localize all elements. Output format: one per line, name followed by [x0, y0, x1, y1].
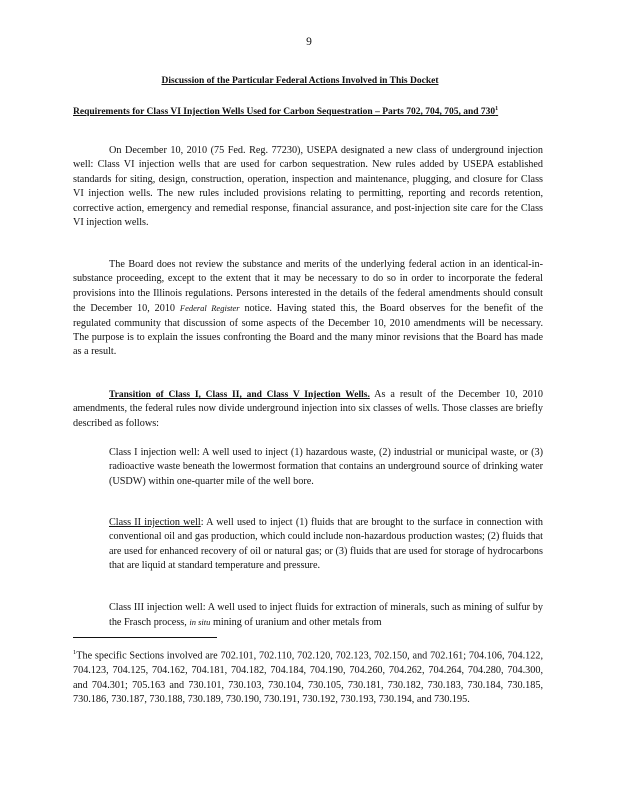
- footnote-separator: [73, 637, 217, 638]
- definition-body-class-iii-part-1: : A well used to inject fluids for extraction of minerals, such as mining of sulfur by the Frasch process,: [109, 602, 543, 629]
- footnote-mark: 1: [73, 649, 77, 656]
- definition-body-class-ii: : A well used to inject (1) fluids that are brought to the surface in connection with conventional oil and gas production, which could include non-hazardous production wastes; (2) fluids that are used for enhanced recovery of oil or natural gas; or (3) fluids that are used for storage of hydrocarbons that are liquid at standard temperature and pressure.: [109, 517, 543, 572]
- definition-class-iii: [109, 601, 543, 631]
- requirements-heading-text: Requirements for Class VI Injection Wells Used for Carbon Sequestration – Parts 702, 704, 705, and 730: [73, 107, 496, 118]
- paragraph-board-review: [73, 258, 543, 360]
- transition-run-in-heading: Transition of Class I, Class II, and Class V Injection Wells.: [109, 390, 370, 400]
- definition-body-class-i: : A well used to inject (1) hazardous waste, (2) industrial or municipal waste, or (3) radioactive waste beneath the lowermost formation that contains an underground source of drinking water (USDW) within one-quarter mile of the well bore.: [109, 447, 543, 487]
- section-heading-requirements: [73, 102, 543, 119]
- page-number: 9: [306, 36, 312, 48]
- paragraph-transition: [73, 388, 543, 431]
- in-situ-term: in situ: [189, 617, 211, 628]
- footnote-text: The specific Sections involved are 702.101, 702.110, 702.120, 702.123, 702.150, and 702.161; 704.106, 704.122, 704.123, 704.125, 704.162, 704.181, 704.182, 704.184, 704.190, 704.260, 704.262, 704.264, 704.280, 704.300, and 704.301; 705.163 and 730.101, 730.103, 730.104, 730.105, 730.181, 730.182, 730.183, 730.184, 730.185, 730.186, 730.187, 730.188, 730.189, 730.190, 730.191, 730.192, 730.193, 730.194, and 730.195.: [73, 650, 543, 706]
- definition-term-class-iii: Class III injection well: [109, 602, 203, 613]
- paragraph-board-review-part-1: The Board does not review the substance and merits of the underlying federal action in an identical-in-substance proceeding, except to the extent that it may be necessary to do so in order to incorporate the federal provisions into the Illinois regulations. Persons interested in the details of the federal amendments should consult the December 10, 2010: [73, 259, 543, 315]
- federal-register-citation: Federal Register: [179, 303, 240, 314]
- definition-term-class-i: Class I injection well: [109, 447, 197, 458]
- definition-term-class-ii: Class II injection well: [109, 517, 201, 528]
- definition-class-i: [109, 446, 543, 489]
- definition-class-ii: [109, 516, 543, 574]
- paragraph-board-review-part-2: notice. Having stated this, the Board observes for the benefit of the regulated community that discussion of some aspects of the December 10, 2010 amendments will be necessary. The purpose is to explain the issues confronting the Board and the many minor revisions that the Board has made as a result.: [73, 303, 543, 358]
- transition-body: As a result of the December 10, 2010 amendments, the federal rules now divide underground injection into six classes of wells. Those classes are briefly described as follows:: [73, 389, 543, 429]
- paragraph-usepa-designation: On December 10, 2010 (75 Fed. Reg. 77230), USEPA designated a new class of underground injection well: Class VI injection wells that are used for carbon sequestration. New rules added by USEPA established standards for siting, design, construction, operation, inspection and maintenance, plugging, and closure for Class VI injection wells. The new rules included provisions relating to permitting, reporting and records retention, corrective action, emergency and remedial response, financial assurance, and post-injection site care for the Class VI injection wells.: [73, 145, 543, 229]
- definition-body-class-iii-part-2: mining of uranium and other metals from: [210, 617, 382, 629]
- footnote-reference: 1: [495, 106, 499, 112]
- section-heading-discussion: Discussion of the Particular Federal Actions Involved in This Docket: [161, 76, 439, 86]
- footnote: [73, 646, 543, 708]
